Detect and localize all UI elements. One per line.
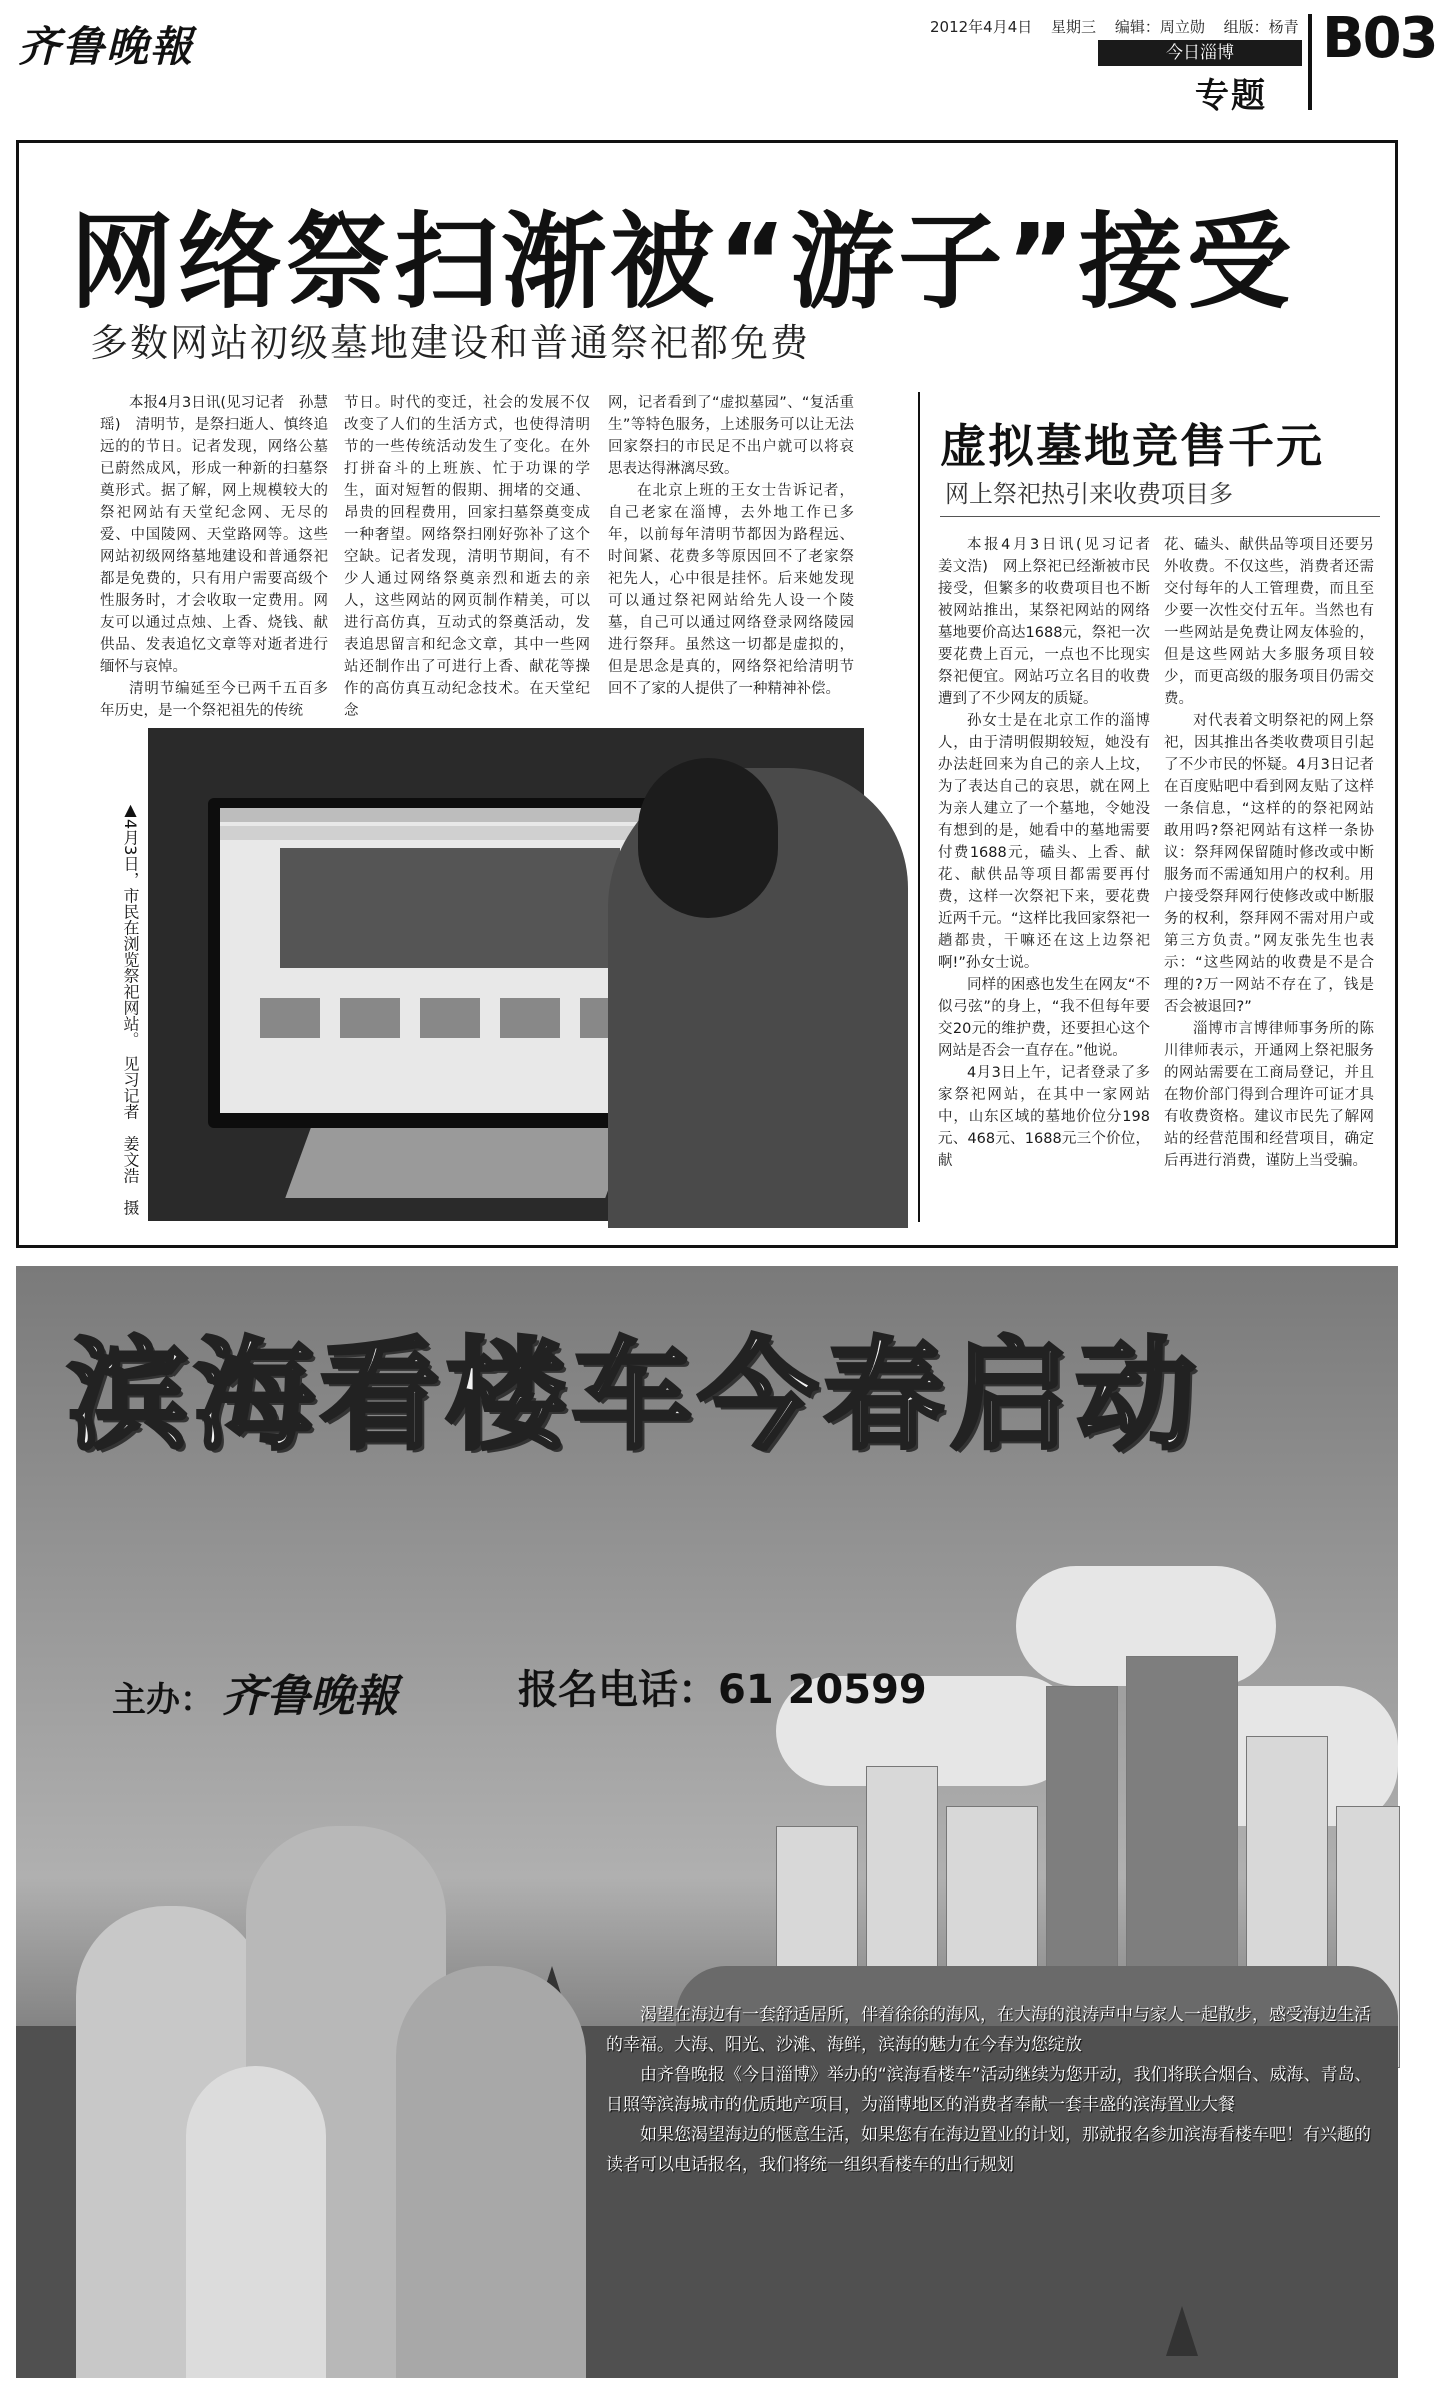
issue-meta xyxy=(930,16,1313,37)
main-article-column-2 xyxy=(344,392,590,722)
boy-figure xyxy=(396,1966,586,2378)
ad-host-label: 主办： xyxy=(112,1680,214,1720)
ad-title: 滨海看楼车今春启动 xyxy=(68,1327,1202,1466)
keyboard xyxy=(285,1128,630,1198)
main-article-column-3 xyxy=(608,392,854,700)
girl-figure xyxy=(186,2066,326,2378)
layout-credit: 组版：杨青 xyxy=(1223,18,1299,36)
main-subhead: 多数网站初级墓地建设和普通祭祀都免费 xyxy=(90,321,811,365)
article-paragraph: 4月3日上午，记者登录了多家祭祀网站，在其中一家网站中，山东区域的墓地价位分198元、468元、1688元三个价位，献 xyxy=(938,1065,1150,1169)
section-title: 专题 xyxy=(1195,76,1267,116)
article-paragraph: 本报4月3日讯(见习记者 姜文浩) 网上祭祀已经渐被市民接受，但繁多的收费项目也不断被网站推出，某祭祀网站的网络墓地要价高达1688元，祭祀一次要花费上百元，一点也不比现实祭祀便宜。网站巧立名目的收费遭到了不少网友的质疑。 xyxy=(938,537,1165,707)
ad-paragraph: 如果您渴望海边的惬意生活，如果您有在海边置业的计划，那就报名参加滨海看楼车吧！有兴趣的读者可以电话报名，我们将统一组织看楼车的出行规划 xyxy=(606,2125,1371,2175)
issue-date: 2012年4月4日 xyxy=(930,18,1033,36)
page-number-divider xyxy=(1308,14,1312,110)
website-tile xyxy=(500,998,560,1038)
person-head xyxy=(638,758,778,918)
article-paragraph: 花、磕头、献供品等项目还要另外收费。不仅这些，消费者还需交付每年的人工管理费，而且至少要一次性交付五年。当然也有一些网站是免费让网友体验的，但是这些网站大多服务项目较少，而更高级的服务项目仍需交费。 xyxy=(1164,537,1374,707)
side-article-column-2 xyxy=(1164,534,1374,1172)
ad-phone xyxy=(518,1658,927,1715)
photo-caption: ▲4月3日，市民在浏览祭祀网站。 见习记者 姜文浩 摄 xyxy=(121,800,140,1216)
browser-toolbar xyxy=(220,808,696,822)
article-paragraph: 清明节编延至今已两千五百多年历史，是一个祭祀祖先的传统 xyxy=(100,681,328,719)
side-headline: 虚拟墓地竞售千元 xyxy=(940,419,1324,473)
article-paragraph: 网，记者看到了“虚拟墓园”、“复活重生”等特色服务，上述服务可以让无法回家祭扫的市民足不出户就可以将哀思表达得淋漓尽致。 xyxy=(608,395,854,477)
newspaper-logo: 齐鲁晚報 xyxy=(18,22,195,71)
article-paragraph: 淄博市言博律师事务所的陈川律师表示，开通网上祭祀服务的网站需要在工商局登记，并且在物价部门得到合理许可证才具有收费资格。建议市民先了解网站的经营范围和经营项目，确定后再进行消费，谨防上当受骗。 xyxy=(1164,1021,1374,1169)
article-paragraph: 同样的困惑也发生在网友“不似弓弦”的身上，“我不但每年要交20元的维护费，还要担心这个网站是否会一直存在。”他说。 xyxy=(938,977,1150,1059)
article-paragraph: 在北京上班的王女士告诉记者，自己老家在淄博，去外地工作已多年，以前每年清明节都因为路程远、时间紧、花费多等原因回不了老家祭祀先人，心中很是挂怀。后来她发现可以通过祭祀网站给先人设一个陵墓，自己可以通过网络登录网络陵园进行祭拜。虽然这一切都是虚拟的，但是思念是真的，网络祭祀给清明节回不了家的人提供了一种精神补偿。 xyxy=(608,483,854,697)
ad-phone-label: 报名电话： xyxy=(518,1667,718,1713)
side-subhead: 网上祭祀热引来收费项目多 xyxy=(945,480,1233,508)
windsurfer xyxy=(1166,2306,1198,2356)
page-number: B03 xyxy=(1322,6,1437,71)
ad-host-logo: 齐鲁晚報 xyxy=(222,1671,398,1722)
website-tile xyxy=(260,998,320,1038)
column-divider xyxy=(918,392,920,1222)
ad-paragraph: 渴望在海边有一套舒适居所，伴着徐徐的海风，在大海的浪涛声中与家人一起散步，感受海边生活的幸福。大海、阳光、沙滩、海鲜，滨海的魅力在今春为您绽放 xyxy=(606,2005,1371,2055)
website-banner xyxy=(280,848,620,968)
ad-copy xyxy=(606,2000,1386,2180)
main-headline: 网络祭扫渐被“游子”接受 xyxy=(70,201,1295,323)
article-paragraph: 对代表着文明祭祀的网上祭祀，因其推出各类收费项目引起了不少市民的怀疑。4月3日记者在百度贴吧中看到网友贴了这样一条信息，“这样的的祭祀网站敢用吗?祭祀网站有这样一条协议：祭拜网保留随时修改或中断服务而不需通知用户的权利。用户接受祭拜网行使修改或中断服务的权利，祭拜网不需对用户或第三方负责。”网友张先生也表示：“这些网站的收费是不是合理的?万一网站不存在了，钱是否会被退回?” xyxy=(1164,713,1374,1015)
website-tile xyxy=(340,998,400,1038)
main-article-column-1 xyxy=(100,392,328,722)
article-photo xyxy=(148,728,864,1221)
ad-paragraph: 由齐鲁晚报《今日淄博》举办的“滨海看楼车”活动继续为您开动，我们将联合烟台、威海、青岛、日照等滨海城市的优质地产项目，为淄博地区的消费者奉献一套丰盛的滨海置业大餐 xyxy=(606,2065,1372,2115)
website-tile xyxy=(420,998,480,1038)
article-paragraph: 本报4月3日讯(见习记者 孙慧瑶) 清明节，是祭扫逝人、慎终追远的的节日。记者发现，网络公墓已蔚然成风，形成一种新的扫墓祭奠形式。据了解，网上规模较大的祭祀网站有天堂纪念网、无尽的爱、中国陵网、天堂路网等。这些网站初级网络墓地建设和普通祭祀都是免费的，只有用户需要高级个性服务时，才会收取一定费用。网友可以通过点烛、上香、烧钱、献供品、发表追忆文章等对逝者进行缅怀与哀悼。 xyxy=(100,395,328,675)
side-rule xyxy=(940,516,1380,517)
article-paragraph: 孙女士是在北京工作的淄博人，由于清明假期较短，她没有办法赶回来为自己的亲人上坟，为了表达自己的哀思，就在网上为亲人建立了一个墓地，令她没有想到的是，她看中的墓地需要付费1688元，磕头、上香、献花、献供品等项目都需要再付费，这样一次祭祀下来，要花费近两千元。“这样比我回家祭祀一趟都贵，干嘛还在这上边祭祀啊!”孙女士说。 xyxy=(938,713,1150,971)
side-article-column-1 xyxy=(938,534,1165,1172)
article-paragraph: 节日。时代的变迁，社会的发展不仅改变了人们的生活方式，也使得清明节的一些传统活动发生了变化。在外打拼奋斗的上班族、忙于功课的学生，面对短暂的假期、拥堵的交通、昂贵的回程费用，回家扫墓祭奠变成一种奢望。网络祭扫刚好弥补了这个空缺。记者发现，清明节期间，有不少人通过网络祭奠亲烈和逝去的亲人，这些网站的网页制作精美，可以进行高仿真，互动式的祭奠活动，发表追思留言和纪念文章，其中一些网站还制作出了可进行上香、献花等操作的高仿真互动纪念技术。在天堂纪念 xyxy=(344,395,590,719)
ad-phone-number: 61 20599 xyxy=(718,1667,927,1713)
editor-credit: 编辑：周立勋 xyxy=(1114,18,1205,36)
ad-host xyxy=(112,1660,398,1724)
section-tag: 今日淄博 xyxy=(1098,40,1302,66)
browser-tabbar xyxy=(220,826,696,840)
issue-weekday: 星期三 xyxy=(1051,18,1097,36)
